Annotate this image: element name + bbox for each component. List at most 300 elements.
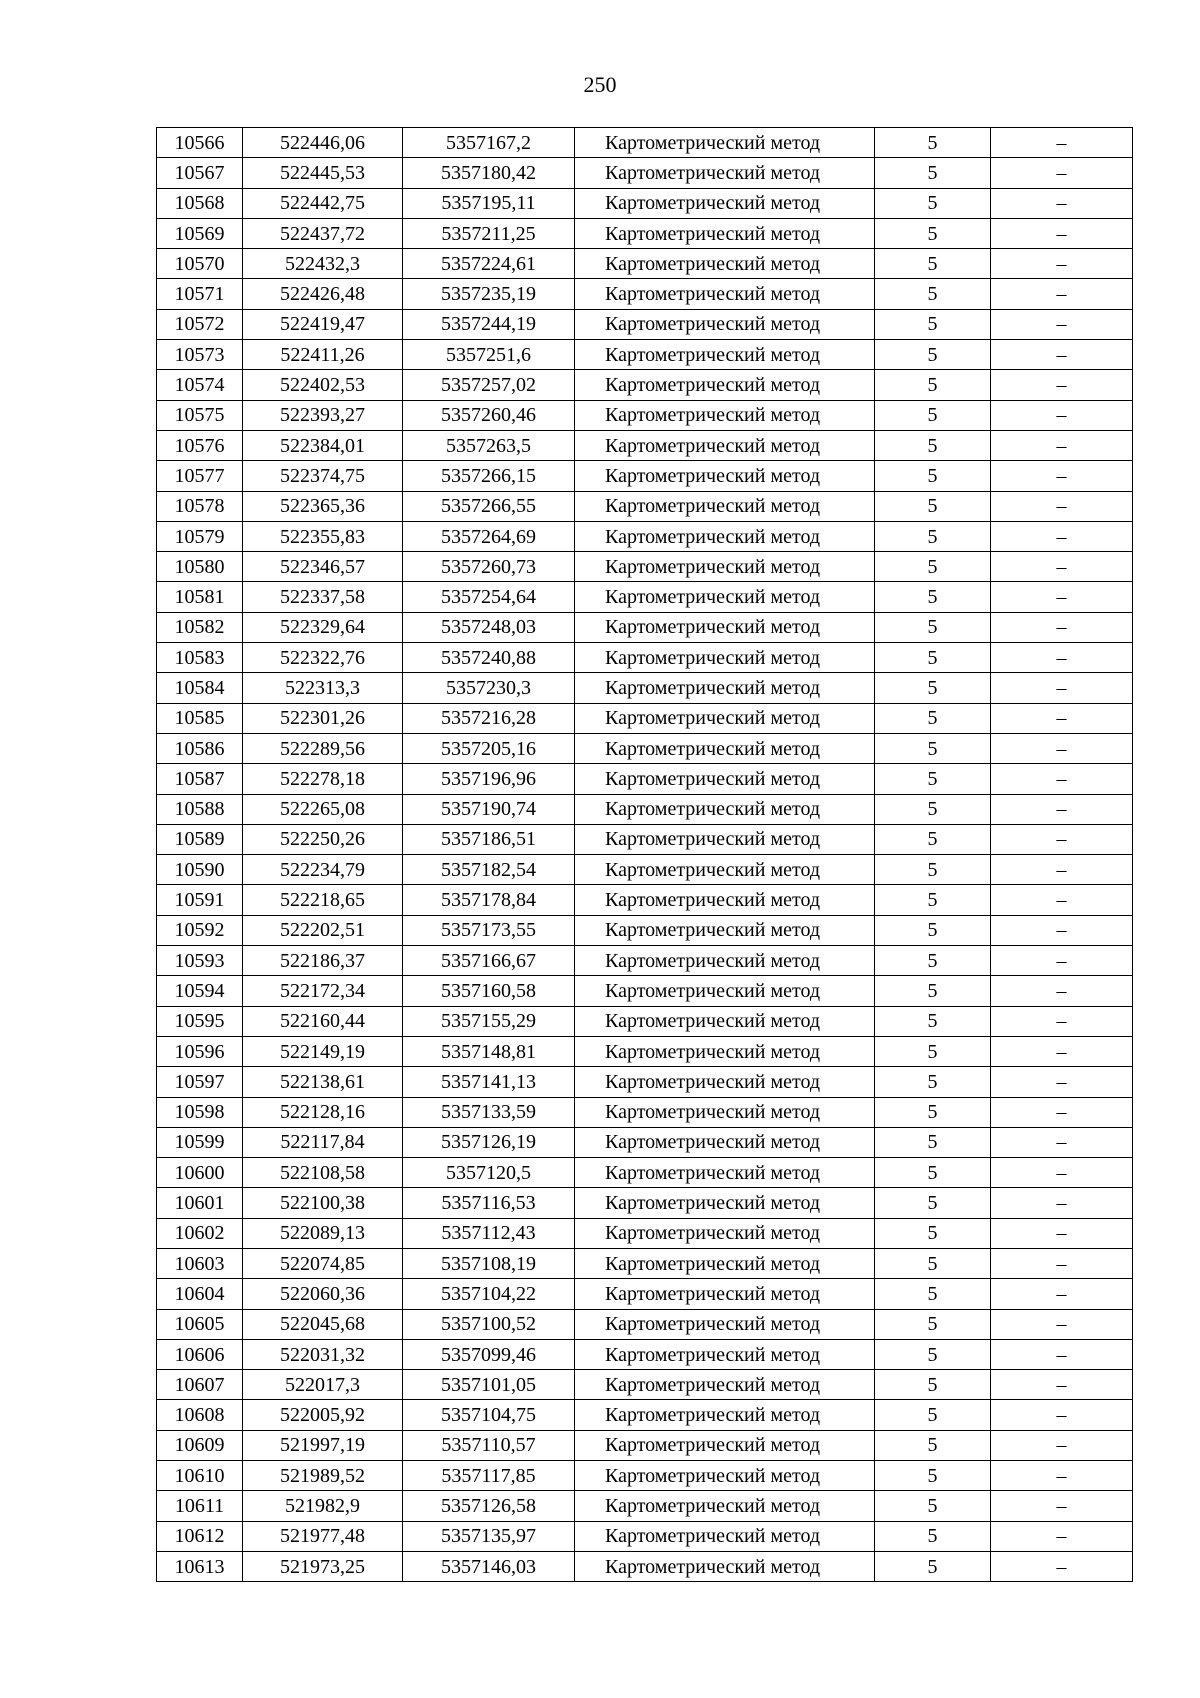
method-cell: Картометрический метод [575,643,875,673]
method-cell: Картометрический метод [575,1006,875,1036]
x-coordinate-cell: 522100,38 [243,1188,403,1218]
point-number-cell: 10598 [157,1097,243,1127]
accuracy-cell: 5 [875,582,991,612]
point-number-cell: 10599 [157,1127,243,1157]
note-cell: – [991,188,1133,218]
method-cell: Картометрический метод [575,703,875,733]
point-number-cell: 10573 [157,340,243,370]
point-number-cell: 10605 [157,1309,243,1339]
accuracy-cell: 5 [875,946,991,976]
x-coordinate-cell: 522138,61 [243,1067,403,1097]
point-number-cell: 10591 [157,885,243,915]
accuracy-cell: 5 [875,128,991,158]
y-coordinate-cell: 5357182,54 [403,855,575,885]
table-row [157,1158,1133,1188]
x-coordinate-cell: 522374,75 [243,461,403,491]
accuracy-cell: 5 [875,1127,991,1157]
point-number-cell: 10574 [157,370,243,400]
table-row [157,1248,1133,1278]
note-cell: – [991,1188,1133,1218]
method-cell: Картометрический метод [575,158,875,188]
point-number-cell: 10603 [157,1248,243,1278]
accuracy-cell: 5 [875,764,991,794]
method-cell: Картометрический метод [575,612,875,642]
point-number-cell: 10613 [157,1551,243,1581]
note-cell: – [991,1370,1133,1400]
y-coordinate-cell: 5357141,13 [403,1067,575,1097]
note-cell: – [991,885,1133,915]
table-row [157,703,1133,733]
note-cell: – [991,1218,1133,1248]
x-coordinate-cell: 522160,44 [243,1006,403,1036]
note-cell: – [991,158,1133,188]
y-coordinate-cell: 5357257,02 [403,370,575,400]
method-cell: Картометрический метод [575,279,875,309]
coordinates-table-body [157,128,1133,1582]
point-number-cell: 10575 [157,400,243,430]
table-row [157,1309,1133,1339]
x-coordinate-cell: 522384,01 [243,430,403,460]
x-coordinate-cell: 521982,9 [243,1491,403,1521]
accuracy-cell: 5 [875,1218,991,1248]
point-number-cell: 10607 [157,1370,243,1400]
y-coordinate-cell: 5357101,05 [403,1370,575,1400]
table-row [157,764,1133,794]
point-number-cell: 10586 [157,733,243,763]
x-coordinate-cell: 522108,58 [243,1158,403,1188]
note-cell: – [991,340,1133,370]
accuracy-cell: 5 [875,915,991,945]
y-coordinate-cell: 5357117,85 [403,1461,575,1491]
accuracy-cell: 5 [875,612,991,642]
x-coordinate-cell: 521997,19 [243,1430,403,1460]
accuracy-cell: 5 [875,1097,991,1127]
x-coordinate-cell: 522437,72 [243,218,403,248]
y-coordinate-cell: 5357104,22 [403,1279,575,1309]
note-cell: – [991,673,1133,703]
note-cell: – [991,1279,1133,1309]
note-cell: – [991,491,1133,521]
note-cell: – [991,279,1133,309]
table-row [157,552,1133,582]
note-cell: – [991,1036,1133,1066]
x-coordinate-cell: 522322,76 [243,643,403,673]
y-coordinate-cell: 5357160,58 [403,976,575,1006]
point-number-cell: 10600 [157,1158,243,1188]
method-cell: Картометрический метод [575,1491,875,1521]
note-cell: – [991,1551,1133,1581]
accuracy-cell: 5 [875,824,991,854]
method-cell: Картометрический метод [575,1430,875,1460]
point-number-cell: 10569 [157,218,243,248]
method-cell: Картометрический метод [575,976,875,1006]
table-row [157,794,1133,824]
y-coordinate-cell: 5357116,53 [403,1188,575,1218]
point-number-cell: 10577 [157,461,243,491]
note-cell: – [991,855,1133,885]
y-coordinate-cell: 5357240,88 [403,643,575,673]
method-cell: Картометрический метод [575,1279,875,1309]
y-coordinate-cell: 5357126,58 [403,1491,575,1521]
table-row [157,158,1133,188]
table-row [157,128,1133,158]
x-coordinate-cell: 521989,52 [243,1461,403,1491]
x-coordinate-cell: 522172,34 [243,976,403,1006]
point-number-cell: 10611 [157,1491,243,1521]
point-number-cell: 10602 [157,1218,243,1248]
accuracy-cell: 5 [875,1248,991,1278]
method-cell: Картометрический метод [575,188,875,218]
x-coordinate-cell: 522393,27 [243,400,403,430]
point-number-cell: 10601 [157,1188,243,1218]
accuracy-cell: 5 [875,430,991,460]
table-row [157,309,1133,339]
method-cell: Картометрический метод [575,824,875,854]
accuracy-cell: 5 [875,855,991,885]
y-coordinate-cell: 5357133,59 [403,1097,575,1127]
accuracy-cell: 5 [875,1461,991,1491]
x-coordinate-cell: 522045,68 [243,1309,403,1339]
accuracy-cell: 5 [875,188,991,218]
x-coordinate-cell: 522278,18 [243,764,403,794]
y-coordinate-cell: 5357112,43 [403,1218,575,1248]
point-number-cell: 10576 [157,430,243,460]
y-coordinate-cell: 5357260,73 [403,552,575,582]
accuracy-cell: 5 [875,1521,991,1551]
y-coordinate-cell: 5357108,19 [403,1248,575,1278]
point-number-cell: 10581 [157,582,243,612]
table-row [157,1521,1133,1551]
y-coordinate-cell: 5357248,03 [403,612,575,642]
x-coordinate-cell: 522005,92 [243,1400,403,1430]
table-row [157,612,1133,642]
table-row [157,1339,1133,1369]
table-row [157,1400,1133,1430]
accuracy-cell: 5 [875,703,991,733]
x-coordinate-cell: 522017,3 [243,1370,403,1400]
y-coordinate-cell: 5357166,67 [403,946,575,976]
method-cell: Картометрический метод [575,218,875,248]
method-cell: Картометрический метод [575,521,875,551]
table-row [157,1430,1133,1460]
x-coordinate-cell: 521977,48 [243,1521,403,1551]
accuracy-cell: 5 [875,1309,991,1339]
method-cell: Картометрический метод [575,1188,875,1218]
point-number-cell: 10604 [157,1279,243,1309]
note-cell: – [991,643,1133,673]
accuracy-cell: 5 [875,1006,991,1036]
point-number-cell: 10612 [157,1521,243,1551]
method-cell: Картометрический метод [575,1551,875,1581]
table-row [157,279,1133,309]
note-cell: – [991,1491,1133,1521]
method-cell: Картометрический метод [575,733,875,763]
table-row [157,673,1133,703]
method-cell: Картометрический метод [575,1127,875,1157]
note-cell: – [991,1127,1133,1157]
x-coordinate-cell: 522089,13 [243,1218,403,1248]
x-coordinate-cell: 522419,47 [243,309,403,339]
accuracy-cell: 5 [875,1430,991,1460]
method-cell: Картометрический метод [575,1309,875,1339]
x-coordinate-cell: 522250,26 [243,824,403,854]
note-cell: – [991,1309,1133,1339]
method-cell: Картометрический метод [575,582,875,612]
accuracy-cell: 5 [875,552,991,582]
table-row [157,643,1133,673]
y-coordinate-cell: 5357100,52 [403,1309,575,1339]
point-number-cell: 10579 [157,521,243,551]
point-number-cell: 10566 [157,128,243,158]
method-cell: Картометрический метод [575,673,875,703]
accuracy-cell: 5 [875,1551,991,1581]
point-number-cell: 10610 [157,1461,243,1491]
note-cell: – [991,1067,1133,1097]
table-row [157,218,1133,248]
y-coordinate-cell: 5357251,6 [403,340,575,370]
y-coordinate-cell: 5357148,81 [403,1036,575,1066]
table-row [157,461,1133,491]
method-cell: Картометрический метод [575,915,875,945]
y-coordinate-cell: 5357173,55 [403,915,575,945]
accuracy-cell: 5 [875,885,991,915]
table-row [157,491,1133,521]
point-number-cell: 10593 [157,946,243,976]
accuracy-cell: 5 [875,976,991,1006]
y-coordinate-cell: 5357186,51 [403,824,575,854]
table-row [157,1188,1133,1218]
table-row [157,1370,1133,1400]
y-coordinate-cell: 5357235,19 [403,279,575,309]
note-cell: – [991,400,1133,430]
method-cell: Картометрический метод [575,1158,875,1188]
table-row [157,1461,1133,1491]
accuracy-cell: 5 [875,461,991,491]
accuracy-cell: 5 [875,370,991,400]
y-coordinate-cell: 5357224,61 [403,249,575,279]
point-number-cell: 10590 [157,855,243,885]
accuracy-cell: 5 [875,1158,991,1188]
y-coordinate-cell: 5357099,46 [403,1339,575,1369]
method-cell: Картометрический метод [575,461,875,491]
accuracy-cell: 5 [875,218,991,248]
note-cell: – [991,764,1133,794]
accuracy-cell: 5 [875,400,991,430]
accuracy-cell: 5 [875,733,991,763]
method-cell: Картометрический метод [575,794,875,824]
accuracy-cell: 5 [875,249,991,279]
point-number-cell: 10572 [157,309,243,339]
note-cell: – [991,461,1133,491]
method-cell: Картометрический метод [575,309,875,339]
x-coordinate-cell: 522337,58 [243,582,403,612]
y-coordinate-cell: 5357195,11 [403,188,575,218]
table-row [157,249,1133,279]
point-number-cell: 10570 [157,249,243,279]
method-cell: Картометрический метод [575,370,875,400]
note-cell: – [991,1158,1133,1188]
table-row [157,400,1133,430]
note-cell: – [991,552,1133,582]
x-coordinate-cell: 522218,65 [243,885,403,915]
table-row [157,855,1133,885]
y-coordinate-cell: 5357264,69 [403,521,575,551]
y-coordinate-cell: 5357260,46 [403,400,575,430]
table-row [157,1036,1133,1066]
accuracy-cell: 5 [875,794,991,824]
coordinates-table [156,127,1133,1582]
method-cell: Картометрический метод [575,340,875,370]
table-row [157,1067,1133,1097]
point-number-cell: 10608 [157,1400,243,1430]
table-row [157,1218,1133,1248]
point-number-cell: 10584 [157,673,243,703]
accuracy-cell: 5 [875,1400,991,1430]
method-cell: Картометрический метод [575,1248,875,1278]
y-coordinate-cell: 5357126,19 [403,1127,575,1157]
table-row [157,370,1133,400]
note-cell: – [991,1097,1133,1127]
table-row [157,1097,1133,1127]
method-cell: Картометрический метод [575,764,875,794]
x-coordinate-cell: 522301,26 [243,703,403,733]
note-cell: – [991,218,1133,248]
note-cell: – [991,309,1133,339]
note-cell: – [991,1339,1133,1369]
point-number-cell: 10609 [157,1430,243,1460]
y-coordinate-cell: 5357110,57 [403,1430,575,1460]
x-coordinate-cell: 522117,84 [243,1127,403,1157]
table-row [157,340,1133,370]
x-coordinate-cell: 522365,36 [243,491,403,521]
x-coordinate-cell: 522329,64 [243,612,403,642]
accuracy-cell: 5 [875,340,991,370]
method-cell: Картометрический метод [575,855,875,885]
accuracy-cell: 5 [875,1370,991,1400]
x-coordinate-cell: 522432,3 [243,249,403,279]
x-coordinate-cell: 522289,56 [243,733,403,763]
point-number-cell: 10580 [157,552,243,582]
y-coordinate-cell: 5357205,16 [403,733,575,763]
note-cell: – [991,733,1133,763]
table-row [157,733,1133,763]
accuracy-cell: 5 [875,1036,991,1066]
point-number-cell: 10578 [157,491,243,521]
note-cell: – [991,430,1133,460]
accuracy-cell: 5 [875,279,991,309]
y-coordinate-cell: 5357167,2 [403,128,575,158]
table-row [157,1551,1133,1581]
x-coordinate-cell: 521973,25 [243,1551,403,1581]
x-coordinate-cell: 522346,57 [243,552,403,582]
table-row [157,1127,1133,1157]
y-coordinate-cell: 5357254,64 [403,582,575,612]
note-cell: – [991,612,1133,642]
point-number-cell: 10583 [157,643,243,673]
x-coordinate-cell: 522355,83 [243,521,403,551]
method-cell: Картометрический метод [575,430,875,460]
note-cell: – [991,703,1133,733]
x-coordinate-cell: 522411,26 [243,340,403,370]
note-cell: – [991,1521,1133,1551]
table-row [157,915,1133,945]
note-cell: – [991,1400,1133,1430]
method-cell: Картометрический метод [575,400,875,430]
note-cell: – [991,582,1133,612]
table-row [157,521,1133,551]
x-coordinate-cell: 522202,51 [243,915,403,945]
accuracy-cell: 5 [875,521,991,551]
x-coordinate-cell: 522402,53 [243,370,403,400]
table-row [157,885,1133,915]
table-row [157,824,1133,854]
accuracy-cell: 5 [875,1188,991,1218]
y-coordinate-cell: 5357266,15 [403,461,575,491]
point-number-cell: 10595 [157,1006,243,1036]
accuracy-cell: 5 [875,1339,991,1369]
method-cell: Картометрический метод [575,1218,875,1248]
x-coordinate-cell: 522128,16 [243,1097,403,1127]
point-number-cell: 10596 [157,1036,243,1066]
accuracy-cell: 5 [875,673,991,703]
point-number-cell: 10568 [157,188,243,218]
note-cell: – [991,521,1133,551]
accuracy-cell: 5 [875,1491,991,1521]
note-cell: – [991,794,1133,824]
table-row [157,1491,1133,1521]
point-number-cell: 10589 [157,824,243,854]
point-number-cell: 10592 [157,915,243,945]
method-cell: Картометрический метод [575,1097,875,1127]
y-coordinate-cell: 5357135,97 [403,1521,575,1551]
y-coordinate-cell: 5357211,25 [403,218,575,248]
accuracy-cell: 5 [875,1279,991,1309]
y-coordinate-cell: 5357196,96 [403,764,575,794]
page-number: 250 [583,72,617,97]
x-coordinate-cell: 522060,36 [243,1279,403,1309]
method-cell: Картометрический метод [575,1067,875,1097]
point-number-cell: 10597 [157,1067,243,1097]
table-row [157,976,1133,1006]
point-number-cell: 10585 [157,703,243,733]
y-coordinate-cell: 5357263,5 [403,430,575,460]
note-cell: – [991,1006,1133,1036]
method-cell: Картометрический метод [575,885,875,915]
point-number-cell: 10594 [157,976,243,1006]
method-cell: Картометрический метод [575,946,875,976]
x-coordinate-cell: 522445,53 [243,158,403,188]
note-cell: – [991,370,1133,400]
x-coordinate-cell: 522031,32 [243,1339,403,1369]
accuracy-cell: 5 [875,309,991,339]
method-cell: Картометрический метод [575,249,875,279]
note-cell: – [991,128,1133,158]
y-coordinate-cell: 5357216,28 [403,703,575,733]
x-coordinate-cell: 522074,85 [243,1248,403,1278]
y-coordinate-cell: 5357190,74 [403,794,575,824]
table-row [157,430,1133,460]
x-coordinate-cell: 522442,75 [243,188,403,218]
method-cell: Картометрический метод [575,1400,875,1430]
point-number-cell: 10582 [157,612,243,642]
note-cell: – [991,976,1133,1006]
point-number-cell: 10571 [157,279,243,309]
accuracy-cell: 5 [875,1067,991,1097]
y-coordinate-cell: 5357146,03 [403,1551,575,1581]
note-cell: – [991,1430,1133,1460]
y-coordinate-cell: 5357266,55 [403,491,575,521]
x-coordinate-cell: 522313,3 [243,673,403,703]
